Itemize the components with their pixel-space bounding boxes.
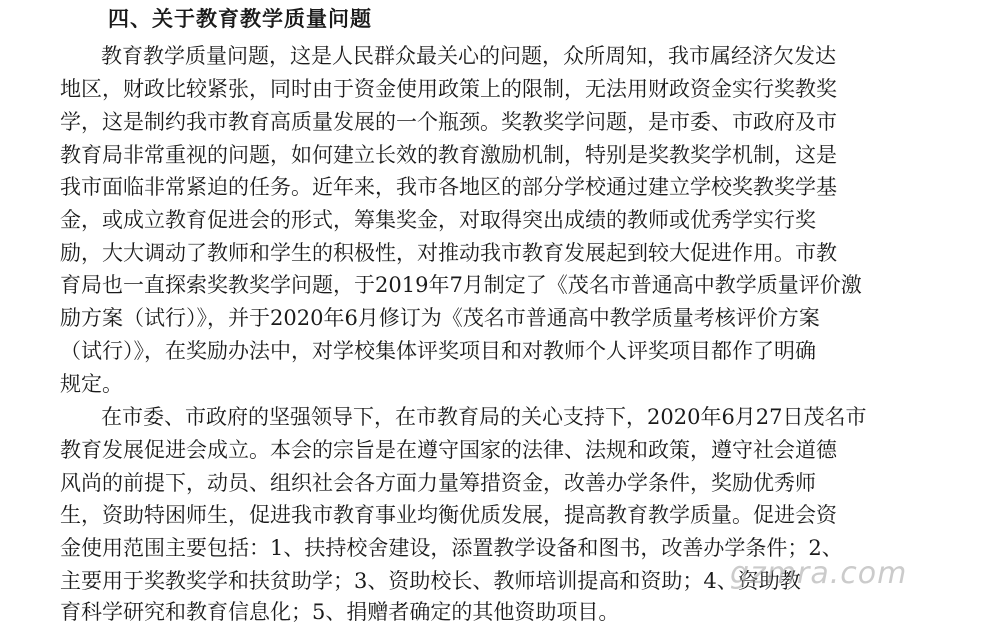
- paragraph-1-line: 育局也一直探索奖教奖学问题，于2019年7月制定了《茂名市普通高中教学质量评价激: [60, 273, 862, 297]
- paragraph-2-line: 风尚的前提下，动员、组织社会各方面力量筹措资金，改善办学条件，奖励优秀师: [60, 471, 816, 495]
- paragraph-2-line: 在市委、市政府的坚强领导下，在市教育局的关心支持下，2020年6月27日茂名市: [101, 405, 867, 429]
- paragraph-2-line: 育科学研究和教育信息化；5、捐赠者确定的其他资助项目。: [60, 600, 620, 624]
- paragraph-2-line: 主要用于奖教奖学和扶贫助学；3、资助校长、教师培训提高和资助；4、资助教: [60, 569, 801, 593]
- paragraph-1-line: 地区，财政比较紧张，同时由于资金使用政策上的限制，无法用财政资金实行奖教奖: [60, 77, 837, 101]
- paragraph-1-line: 学，这是制约我市教育高质量发展的一个瓶颈。奖教奖学问题，是市委、市政府及市: [60, 110, 837, 134]
- paragraph-2-line: 金使用范围主要包括：1、扶持校舍建设，添置教学设备和图书，改善办学条件；2、: [60, 536, 843, 560]
- section-heading: 四、关于教育教学质量问题: [108, 6, 372, 31]
- paragraph-1-line: （试行）》，在奖励办法中，对学校集体评奖项目和对教师个人评奖项目都作了明确: [60, 339, 816, 363]
- paragraph-1-line: 励，大大调动了教师和学生的积极性，对推动我市教育发展起到较大促进作用。市教: [60, 241, 837, 265]
- watermark-text: gzmra.com: [730, 556, 908, 591]
- paragraph-1-line: 规定。: [60, 372, 123, 396]
- paragraph-2-line: 教育发展促进会成立。本会的宗旨是在遵守国家的法律、法规和政策，遵守社会道德: [60, 438, 837, 462]
- paragraph-1-line: 我市面临非常紧迫的任务。近年来，我市各地区的部分学校通过建立学校奖教奖学基: [60, 175, 837, 199]
- paragraph-2-line: 生，资助特困师生，促进我市教育事业均衡优质发展，提高教育教学质量。促进会资: [60, 503, 837, 527]
- paragraph-1-line: 励方案（试行）》，并于2020年6月修订为《茂名市普通高中教学质量考核评价方案: [60, 306, 820, 330]
- paragraph-1-line: 教育局非常重视的问题，如何建立长效的教育激励机制，特别是奖教奖学机制，这是: [60, 143, 837, 167]
- paragraph-1-line: 教育教学质量问题，这是人民群众最关心的问题，众所周知，我市属经济欠发达: [101, 44, 836, 68]
- paragraph-1-line: 金，或成立教育促进会的形式，筹集奖金，对取得突出成绩的教师或优秀学实行奖: [60, 208, 816, 232]
